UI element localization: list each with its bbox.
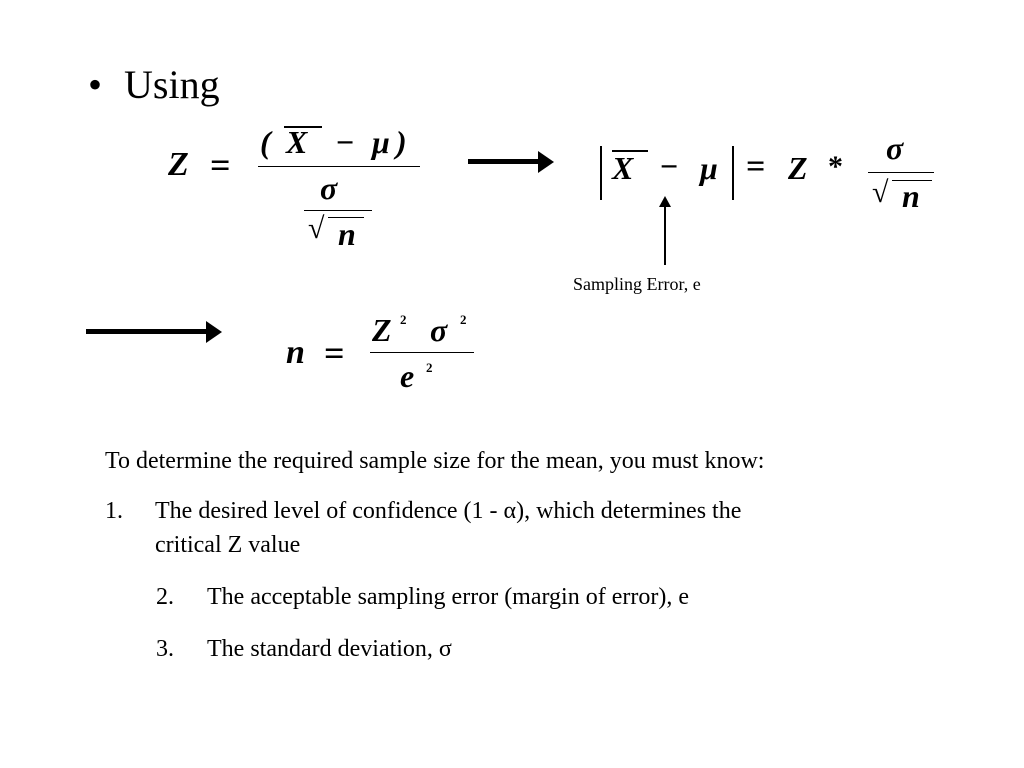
formula2-sigma: σ — [886, 130, 904, 166]
formula1-n: n — [338, 216, 356, 252]
list-item-1-text-a: The desired level of confidence (1 - — [155, 498, 504, 524]
formula3-e: e — [400, 358, 415, 394]
bullet-text: Using — [124, 62, 220, 107]
formula1-xbar: X — [286, 124, 308, 160]
formula2-equals: = — [746, 148, 766, 185]
formula2-abs-right — [732, 146, 734, 200]
arrow-1-shaft — [468, 159, 540, 164]
bullet-symbol: • — [88, 62, 103, 107]
pointer-arrow-shaft — [664, 205, 666, 265]
formula1-close-paren: ) — [396, 124, 407, 160]
list-item-3-text: The standard deviation, σ — [207, 636, 452, 662]
formula2-minus: − — [660, 148, 679, 184]
formula2-abs-left — [600, 146, 602, 200]
formula-sample-size — [280, 310, 490, 400]
formula1-mu: μ — [372, 124, 390, 160]
formula2-n: n — [902, 178, 920, 214]
bullet-item-using — [88, 60, 220, 110]
formula3-z: Z — [372, 312, 392, 348]
formula3-z-exponent: 2 — [400, 312, 407, 327]
formula3-fraction-bar — [370, 352, 474, 353]
formula2-fraction-bar — [868, 172, 934, 173]
arrow-1-head — [538, 151, 554, 173]
alpha-symbol: α — [503, 498, 517, 524]
formula2-mu: μ — [700, 150, 718, 186]
list-item-1-line2: critical Z value — [155, 532, 301, 558]
formula3-n: n — [286, 334, 305, 371]
sampling-error-label: Sampling Error, e — [573, 274, 701, 294]
formula2-sqrt: √ — [872, 176, 889, 209]
list-item-1-number: 1. — [105, 498, 123, 524]
formula-z-score — [160, 120, 440, 260]
list-item-3-number: 3. — [156, 636, 174, 662]
formula1-fraction-bar — [258, 166, 420, 167]
formula1-lhs: Z — [168, 146, 189, 183]
list-item-1-line1 — [155, 497, 741, 525]
list-item-2-text: The acceptable sampling error (margin of error), e — [207, 584, 689, 610]
formula-sampling-error — [590, 130, 950, 220]
formula1-open-paren: ( — [260, 124, 271, 160]
formula1-inner-fraction-bar — [304, 210, 372, 211]
arrow-2-head — [206, 321, 222, 343]
description-intro: To determine the required sample size for the mean, you must know: — [105, 448, 765, 474]
list-item-1-text-b: ), which determines the — [516, 498, 742, 524]
formula1-sigma: σ — [320, 170, 338, 206]
formula1-minus: − — [336, 124, 355, 160]
formula1-sqrt: √ — [308, 212, 325, 245]
formula1-equals: = — [210, 145, 231, 185]
formula3-sigma: σ — [430, 312, 448, 348]
formula2-star: * — [828, 150, 843, 183]
formula3-equals: = — [324, 333, 345, 373]
formula2-xbar: X — [612, 150, 634, 186]
formula3-sigma-exponent: 2 — [460, 312, 467, 327]
formula2-z: Z — [788, 150, 808, 186]
formula3-e-exponent: 2 — [426, 360, 433, 375]
arrow-2-shaft — [86, 329, 208, 334]
list-item-2-number: 2. — [156, 584, 174, 610]
